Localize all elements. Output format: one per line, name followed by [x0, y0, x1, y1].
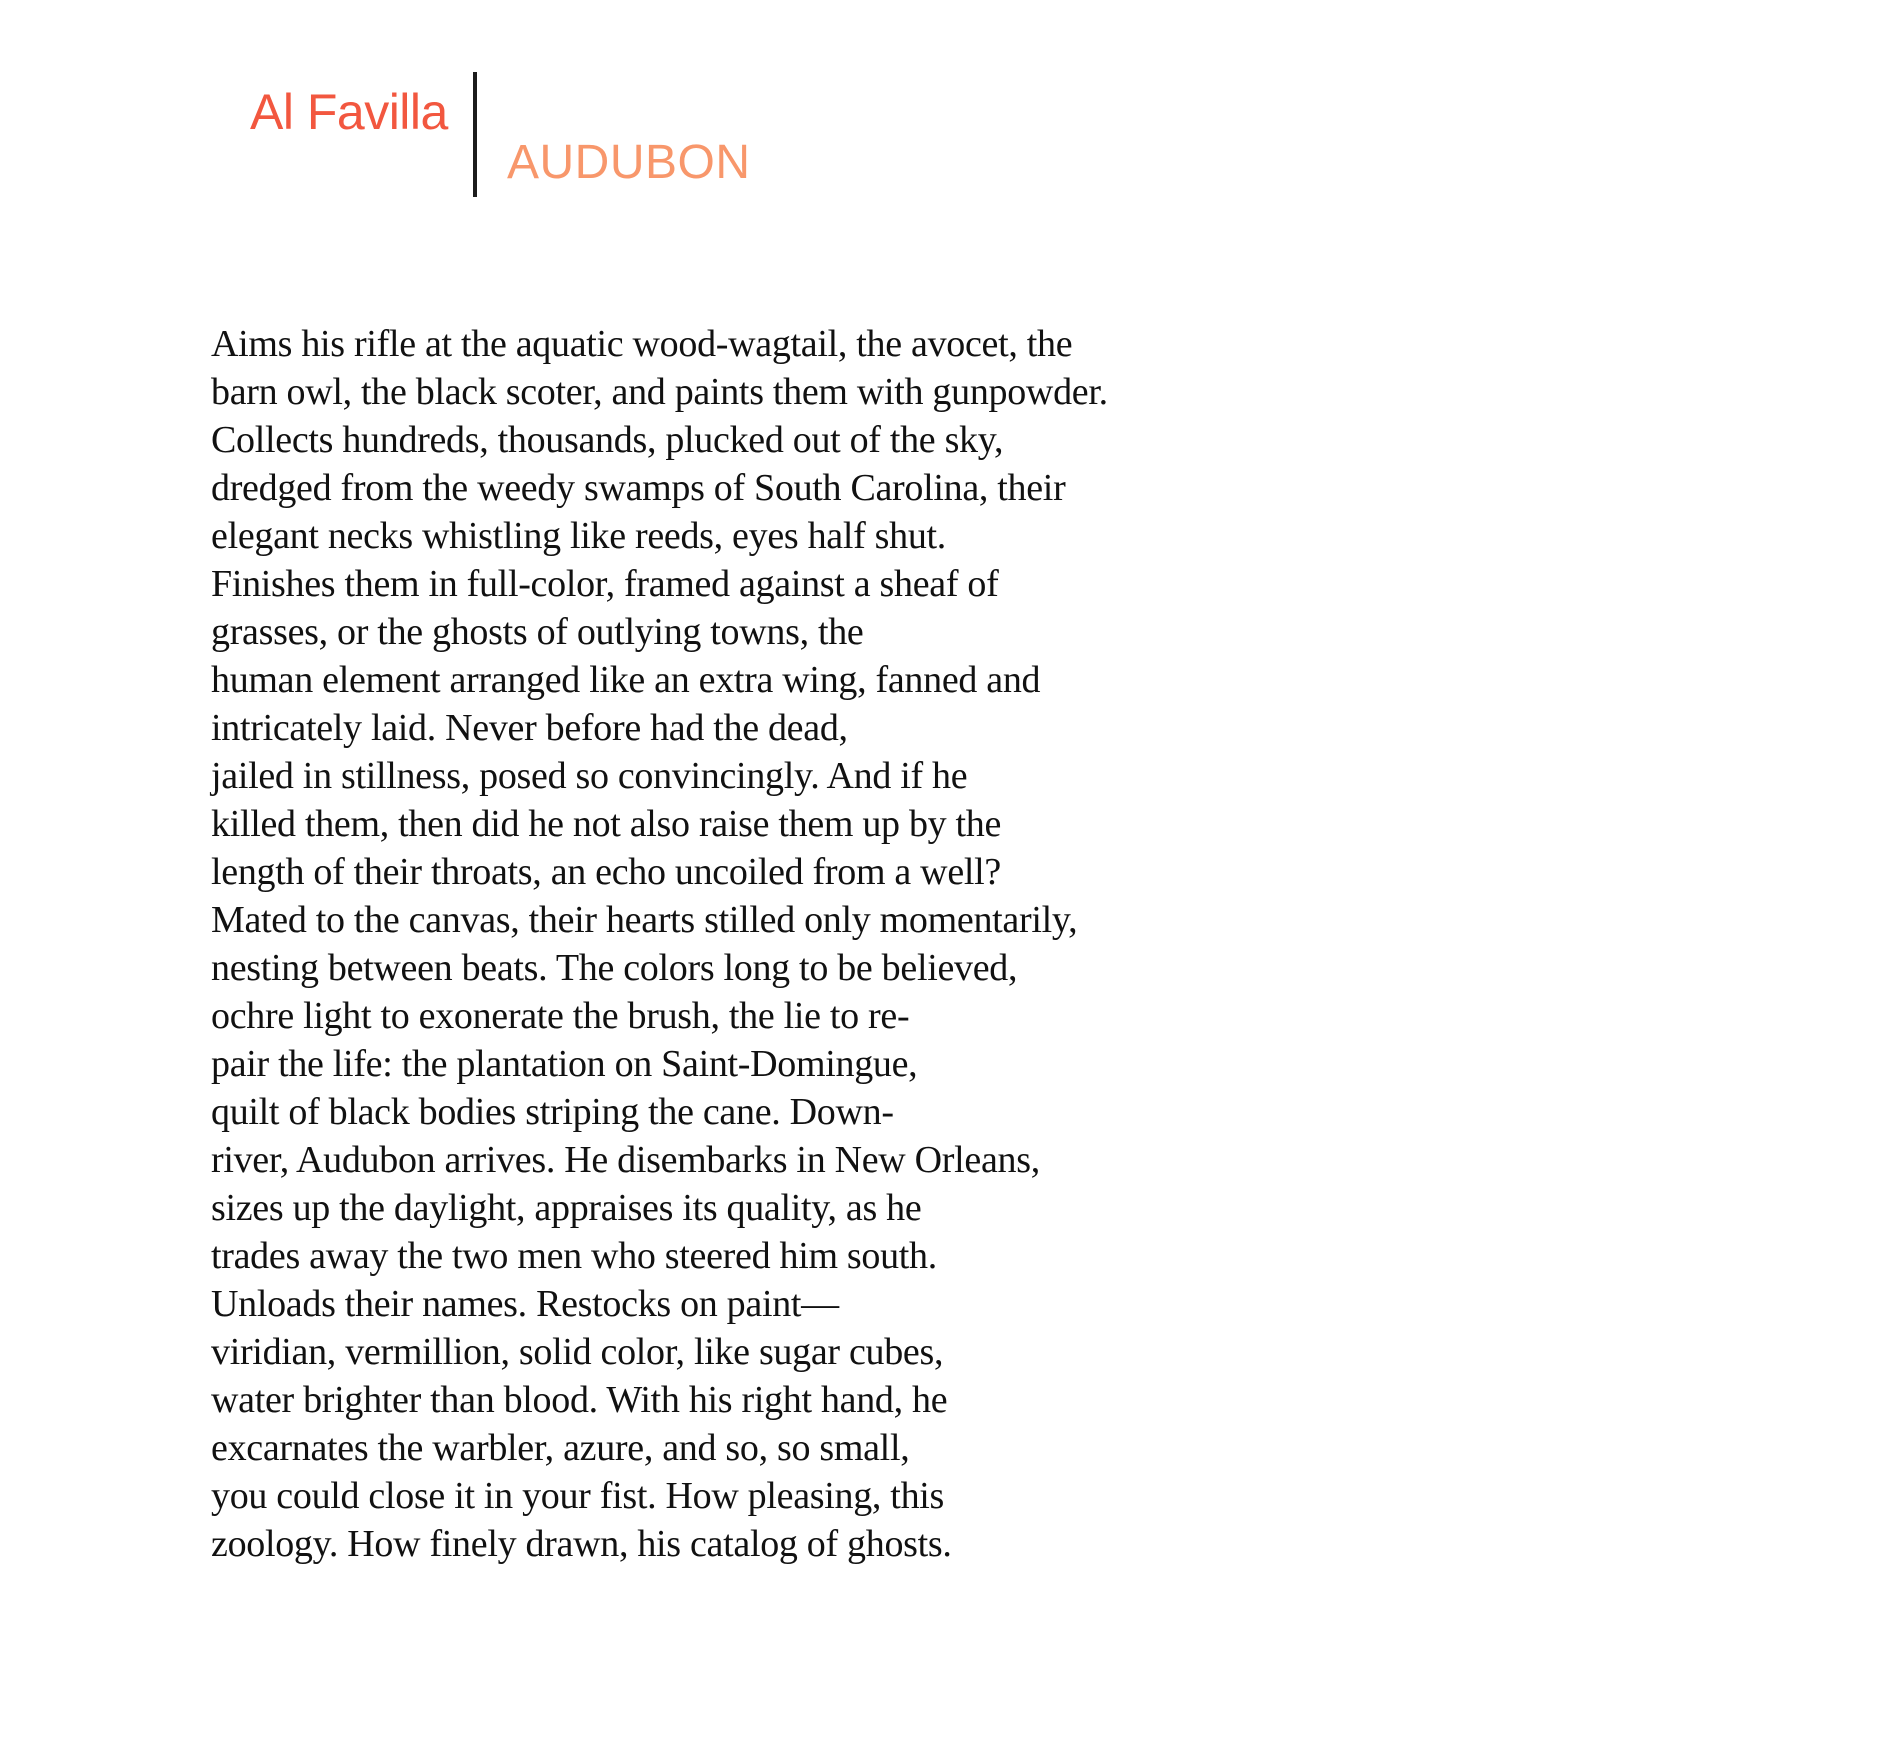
poem-line: sizes up the daylight, appraises its quality, as he — [211, 1187, 922, 1229]
poem-line: Aims his rifle at the aquatic wood-wagtail, the avocet, the — [211, 323, 1073, 365]
poem-line: trades away the two men who steered him south. — [211, 1235, 937, 1277]
poem-line: killed them, then did he not also raise them up by the — [211, 803, 1002, 845]
poem-line: elegant necks whistling like reeds, eyes half shut. — [211, 515, 946, 557]
poem-line: dredged from the weedy swamps of South Carolina, their — [211, 467, 1066, 509]
header-divider — [473, 72, 477, 197]
poem-line: grasses, or the ghosts of outlying towns, the — [211, 611, 864, 653]
poem — [211, 320, 1611, 1568]
poem-line: Unloads their names. Restocks on paint— — [211, 1283, 839, 1325]
poem-line: pair the life: the plantation on Saint-Domingue, — [211, 1043, 918, 1085]
poem-line: ochre light to exonerate the brush, the lie to re- — [211, 995, 910, 1037]
poem-title: AUDUBON — [507, 136, 751, 189]
poem-line: human element arranged like an extra wing, fanned and — [211, 659, 1041, 701]
poem-line: excarnates the warbler, azure, and so, so small, — [211, 1427, 910, 1469]
poem-line: Mated to the canvas, their hearts stilled only momentarily, — [211, 899, 1078, 941]
poem-line: Collects hundreds, thousands, plucked out of the sky, — [211, 419, 1004, 461]
poem-line: zoology. How finely drawn, his catalog of ghosts. — [211, 1523, 952, 1565]
poem-line: water brighter than blood. With his right hand, he — [211, 1379, 948, 1421]
poem-line: length of their throats, an echo uncoiled from a well? — [211, 851, 1001, 893]
poem-line: viridian, vermillion, solid color, like sugar cubes, — [211, 1331, 944, 1373]
poem-line: quilt of black bodies striping the cane. Down- — [211, 1091, 894, 1133]
poem-line: jailed in stillness, posed so convincingly. And if he — [211, 755, 968, 797]
author-name: Al Favilla — [250, 84, 448, 140]
poem-line: nesting between beats. The colors long to be believed, — [211, 947, 1018, 989]
poem-line: river, Audubon arrives. He disembarks in New Orleans, — [211, 1139, 1040, 1181]
poem-line: Finishes them in full-color, framed against a sheaf of — [211, 563, 999, 605]
poem-line: intricately laid. Never before had the dead, — [211, 707, 848, 749]
poem-line: you could close it in your fist. How pleasing, this — [211, 1475, 945, 1517]
poem-line: barn owl, the black scoter, and paints them with gunpowder. — [211, 371, 1108, 413]
